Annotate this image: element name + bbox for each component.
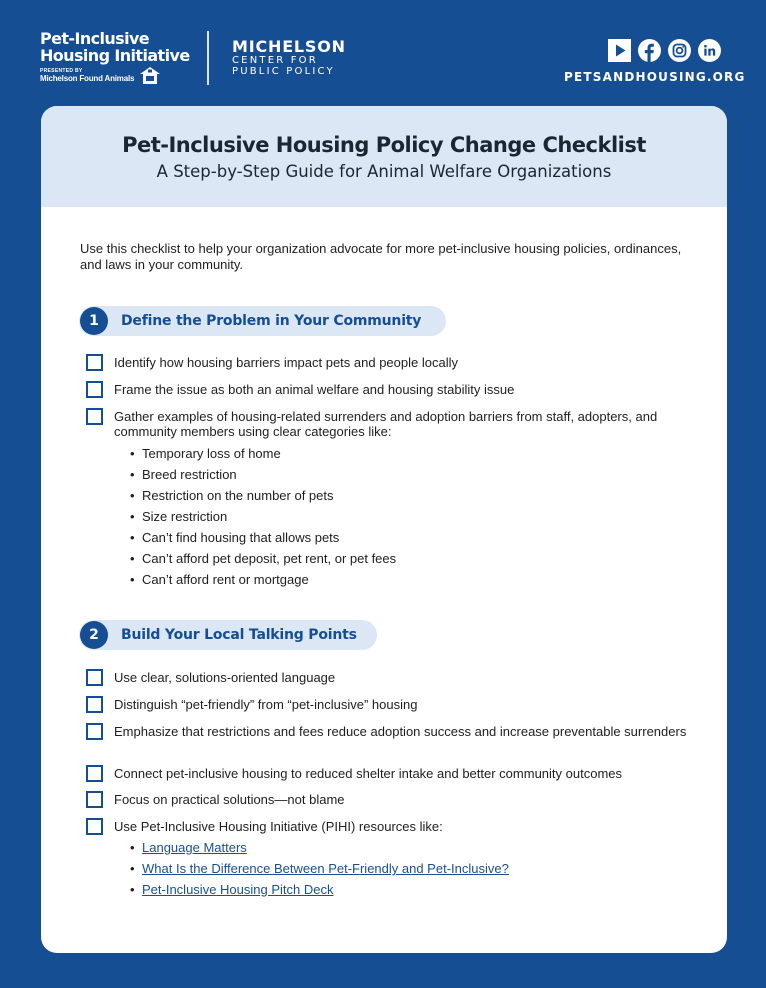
section-title-2: Build Your Local Talking Points	[121, 627, 357, 643]
section-header-2	[79, 620, 377, 650]
checklist-item-text: Use Pet-Inclusive Housing Initiative (PIHI) resources like:	[114, 819, 443, 834]
checklist-item	[86, 723, 696, 740]
michelson-line1: CENTER FOR	[232, 55, 318, 66]
list-item: • Can’t find housing that allows pets	[130, 527, 396, 548]
checkbox[interactable]	[86, 791, 103, 808]
checkbox[interactable]	[86, 818, 103, 835]
facebook-icon[interactable]	[638, 39, 661, 62]
page-header	[0, 0, 766, 105]
checklist-item-text: Distinguish “pet-friendly” from “pet-inclusive” housing	[114, 697, 418, 712]
youtube-icon[interactable]	[608, 39, 631, 62]
checklist-item-text: Emphasize that restrictions and fees reduce adoption success and increase preventable surrenders	[114, 724, 687, 739]
michelson-logo[interactable]	[232, 38, 346, 77]
michelson-name: MICHELSON	[232, 37, 346, 56]
pitch-deck-link[interactable]: • Pet-Inclusive Housing Pitch Deck	[130, 879, 509, 900]
checkbox[interactable]	[86, 381, 103, 398]
checklist-item-text: Frame the issue as both an animal welfare and housing stability issue	[114, 382, 515, 397]
michelson-line2: PUBLIC POLICY	[232, 66, 335, 77]
checklist-item-text: Use clear, solutions-oriented language	[114, 670, 336, 685]
pihi-resources-list	[130, 837, 509, 900]
surrender-categories-list	[130, 443, 396, 590]
header-divider	[207, 31, 209, 85]
checklist-item	[86, 765, 696, 782]
checklist-item-text: Gather examples of housing-related surrenders and adoption barriers from staff, adopters, and community members using clear categories like:	[114, 409, 658, 439]
language-matters-link[interactable]: • Language Matters	[130, 837, 509, 858]
list-item: • Temporary loss of home	[130, 443, 396, 464]
checkbox[interactable]	[86, 765, 103, 782]
instagram-icon[interactable]	[668, 39, 691, 62]
section-number-2: 2	[80, 621, 108, 649]
intro-text: Use this checklist to help your organization advocate for more pet-inclusive housing policies, ordinances, and laws in your community.	[80, 241, 682, 272]
list-item: • Breed restriction	[130, 464, 396, 485]
page-subtitle: A Step-by-Step Guide for Animal Welfare Organizations	[156, 162, 612, 181]
section-title-1: Define the Problem in Your Community	[121, 313, 422, 329]
presented-by-label: PRESENTED BY	[40, 68, 83, 74]
list-item: • Can’t afford pet deposit, pet rent, or pet fees	[130, 548, 396, 569]
sponsor-name: Michelson Found Animals	[40, 74, 135, 83]
checkbox[interactable]	[86, 696, 103, 713]
section-number-1: 1	[80, 307, 108, 335]
pihi-logo[interactable]	[40, 30, 190, 84]
page-title: Pet-Inclusive Housing Policy Change Checklist	[122, 133, 646, 157]
pet-friendly-vs-inclusive-link[interactable]: • What Is the Difference Between Pet-Friendly and Pet-Inclusive?	[130, 858, 509, 879]
list-item: • Can’t afford rent or mortgage	[130, 569, 396, 590]
list-item: • Restriction on the number of pets	[130, 485, 396, 506]
checklist-item-text: Connect pet-inclusive housing to reduced shelter intake and better community outcomes	[114, 766, 623, 781]
checkbox[interactable]	[86, 723, 103, 740]
checklist-item	[86, 669, 696, 686]
checklist-card	[41, 106, 727, 953]
checklist-item	[86, 381, 696, 398]
checklist-item-text: Focus on practical solutions—not blame	[114, 792, 345, 807]
house-badge-icon	[140, 67, 160, 84]
website-link[interactable]: PETSANDHOUSING.ORG	[564, 70, 746, 84]
checklist-item	[86, 408, 696, 439]
checklist-item	[86, 818, 696, 835]
checklist-item	[86, 696, 696, 713]
list-item: • Size restriction	[130, 506, 396, 527]
linkedin-icon[interactable]	[698, 39, 721, 62]
checkbox[interactable]	[86, 354, 103, 371]
social-links	[608, 39, 721, 62]
card-header	[41, 106, 727, 207]
pihi-logo-line2: Housing Initiative	[40, 46, 190, 65]
pihi-logo-line1: Pet-Inclusive	[40, 29, 150, 48]
checklist-item-text: Identify how housing barriers impact pets and people locally	[114, 355, 458, 370]
checklist-item	[86, 354, 696, 371]
section-header-1	[79, 306, 446, 336]
checkbox[interactable]	[86, 669, 103, 686]
checkbox[interactable]	[86, 408, 103, 425]
checklist-item	[86, 791, 696, 808]
